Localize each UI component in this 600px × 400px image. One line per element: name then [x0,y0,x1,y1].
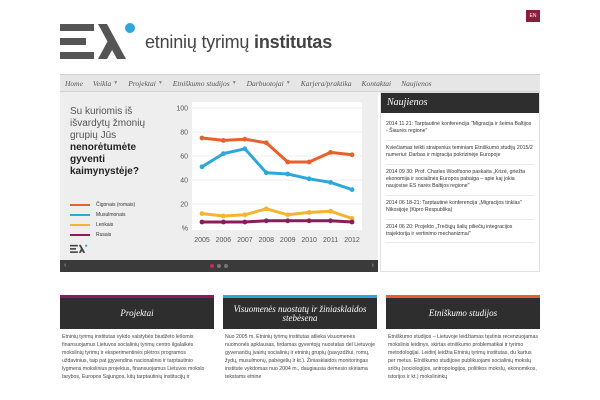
y-unit-label: % [181,225,188,233]
data-point [221,214,226,219]
data-point [242,220,247,225]
news-list [381,113,539,243]
main-navigation [60,74,540,92]
x-tick-label: 2007 [237,237,253,244]
column-text: Nuo 2005 m. Etninių tyrimų institutas atlieka visuomenės nuomonės apklausas, tirdamas gyventojų nuostatas dėl Lietuvoje gyvenančių įvairių socialinių ir etninių grupių (pavyzdžiui, romų, žydų, musulmonų, pabėgėlių ir kt.). Žiniasklaidos monitoringas institute vykdomas nuo 2004 m., daugiausia dėmesio skiriama tekstams etnine [225,334,375,380]
chevron-down-icon: ▼ [113,80,119,86]
y-tick-label: 80 [180,129,188,137]
data-point [328,150,333,155]
legend-swatch [70,214,90,216]
slider-dot[interactable] [217,264,221,268]
news-item[interactable]: 2014 09 30: Prof. Charles Woolfsono paskaita „Krizė, griežta ekonomija ir socialinės Europos pabaiga – apie kaj jokia naujovise ES narės Baltijos regione" [386,165,534,196]
nav-item-etniskumo-studijos[interactable]: Etniškumo studijos ▼ [172,78,237,88]
slider-dots [210,264,228,268]
nav-item-projektai[interactable]: Projektai ▼ [128,78,163,88]
data-point [285,218,290,223]
chevron-down-icon: ▼ [157,80,163,86]
data-point [221,220,226,225]
legend-swatch [70,204,90,206]
column-text: Etniškumo studijos – Lietuvoje leidžiamas tęstinis recenzuojamas mokslinis leidinys, skirtas etniškumo problematikai ir tyrimo metodologijai. Leidinį leidžia Etninių tyrimų institutas, du kartus per metus. Etniškumo studijose publikuojami socialinių mokslų sričių (sociologijos, antropologijos, politikos mokslų, ekonomikos, istorijos ir kt.) mokslininkų [388,334,538,380]
data-point [200,211,205,216]
news-item[interactable]: 2014 06 20: Projekto „Trečiųjų šalių piliečių integracijos trajektorija ir vertinimo mechanizmai" [386,220,534,244]
data-point [200,164,205,169]
column-title[interactable]: Etniškumo studijos [386,298,540,329]
eti-logo-icon [60,22,138,62]
data-point [200,220,205,225]
slider-controls [60,260,378,272]
slider-prev-arrow-icon[interactable]: ‹ [64,262,67,269]
column-etniskumo-studijos [386,295,540,400]
x-tick-label: 2010 [301,237,317,244]
data-point [307,218,312,223]
news-item[interactable]: 2014 06 18-21: Tarptautinė konferencija „Migracijos tinklas" Nikosijoje (Kipro Respublika) [386,196,534,220]
data-point [285,172,290,177]
nav-item-veikla[interactable]: Veikla ▼ [92,78,119,88]
language-switch-en[interactable]: EN [526,10,540,22]
data-point [328,180,333,185]
data-point [307,160,312,165]
data-point [307,210,312,215]
y-tick-label: 100 [176,105,188,113]
data-point [264,218,269,223]
slide-question: Su kuriomis iš išvardytų žmonių grupių Jūs nenorėtumėte gyventi kaimynystėje? [70,106,146,177]
news-panel [380,92,540,272]
data-point [200,136,205,141]
hero-slider [60,92,378,260]
news-item[interactable]: Kviečiamas teikti straipsnius teminiam Etniškumo studijų 2015/2 numeriui: Darbas ir migracija pokrizinėje Europoje [386,141,534,165]
nav-item-home[interactable]: Home [65,78,83,88]
y-tick-label: 60 [180,153,188,161]
nav-item-karjera[interactable]: Karjera/praktika [300,78,352,88]
slider-next-arrow-icon[interactable]: › [371,262,374,269]
y-tick-label: 40 [180,177,188,185]
slider-dot[interactable] [210,264,214,268]
column-projektai [60,295,214,400]
legend-item: Čigonais (romais) [70,200,135,210]
data-point [264,170,269,175]
data-point [307,176,312,181]
data-point [285,212,290,217]
chevron-down-icon: ▼ [231,80,237,86]
legend-item: Rusais [70,230,135,240]
x-tick-label: 2005 [194,237,210,244]
line-chart [166,98,368,258]
x-tick-label: 2006 [215,237,232,244]
x-tick-label: 2012 [344,237,360,244]
site-logo[interactable] [60,22,350,62]
chart-legend [70,200,135,240]
legend-swatch [70,224,90,226]
data-point [242,146,247,151]
data-point [221,151,226,156]
data-point [350,187,355,192]
eti-logo-small-icon [70,244,88,254]
data-point [242,212,247,217]
x-tick-label: 2009 [279,237,296,244]
legend-item: Lenkais [70,220,135,230]
data-point [242,137,247,142]
nav-item-naujienos[interactable]: Naujienos [401,78,432,88]
data-point [285,160,290,165]
column-title[interactable]: Projektai [60,298,214,329]
nav-item-kontaktai[interactable]: Kontaktai [361,78,392,88]
chevron-down-icon: ▼ [285,80,291,86]
legend-swatch [70,234,90,236]
data-point [350,152,355,157]
column-stebesena [223,295,377,400]
data-point [264,206,269,211]
data-point [328,209,333,214]
x-tick-label: 2011 [323,237,339,244]
site-title: etninių tyrimų institutas [145,32,333,52]
news-title: Naujienos [381,93,539,113]
slider-dot[interactable] [224,264,228,268]
data-point [328,218,333,223]
data-point [221,138,226,143]
legend-item: Musulmonais [70,210,135,220]
x-tick-label: 2008 [258,237,275,244]
column-title[interactable]: Visuomenės nuostatų ir žiniasklaidos stebėsena [223,298,377,329]
column-text: Etninių tyrimų institutas vykdo valstybės biudžeto lėšomis finansuojamus Lietuvos socialinių tyrimų centro ilgalaikės mokslinių tyrimų ir eksperimentinės plėtros programos uždavinius, taip pat įgyvendina nacionalinio ir tarptautinio lygmens mokslinius projektus, finansuojamus Lietuvos mokslo tarybos, Europos Sąjungos, kitų tarptautinių institucijų ir [62,334,205,380]
data-point [350,220,355,225]
y-tick-label: 20 [180,201,188,209]
news-item[interactable]: 2014 11 21: Tarptautinė konferencija "Migracija ir šeima Baltijos - Šiaurės regione" [386,117,534,141]
nav-item-darbuotojai[interactable]: Darbuotojai ▼ [246,78,291,88]
data-point [264,140,269,145]
